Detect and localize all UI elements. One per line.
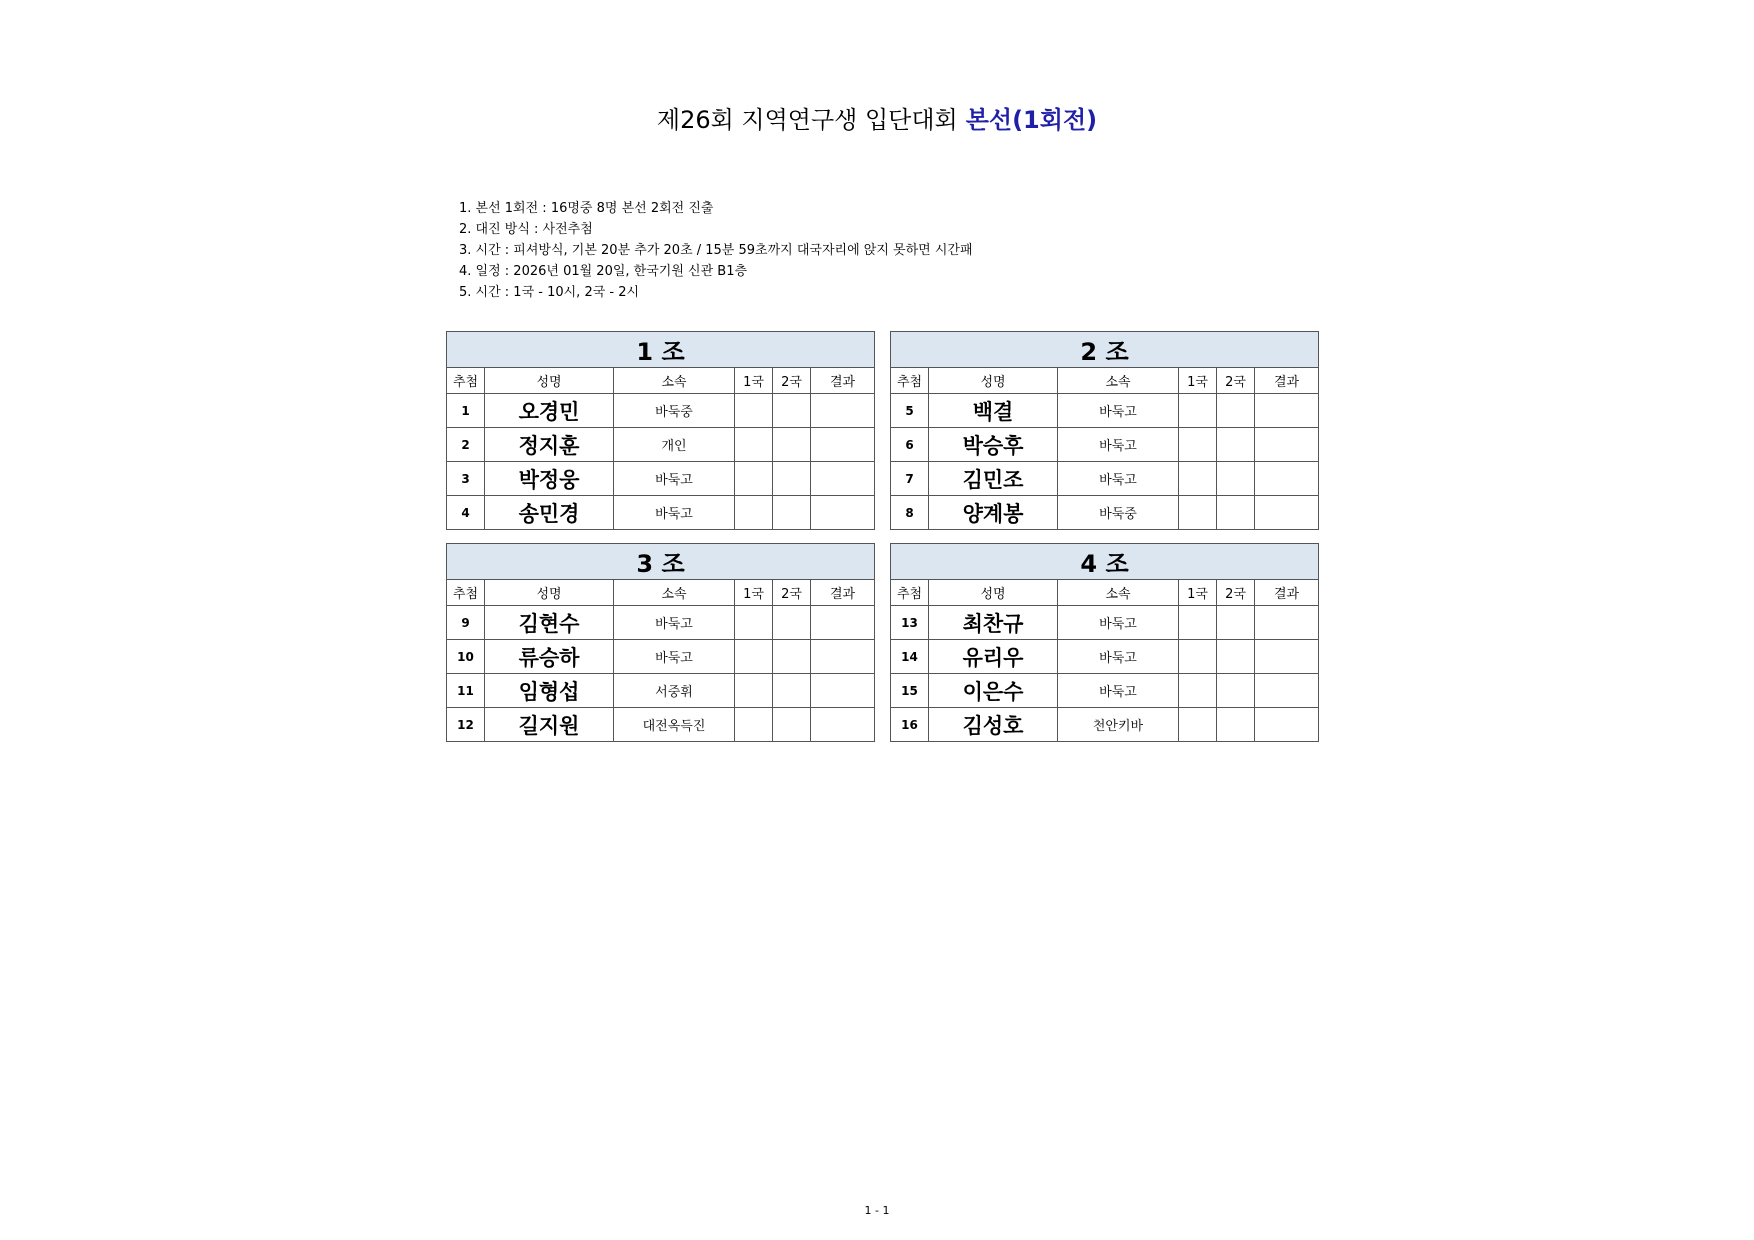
game1-result-cell (735, 394, 773, 428)
title-main: 제26회 지역연구생 입단대회 (656, 106, 958, 134)
final-result-cell (811, 428, 875, 462)
player-name: 백결 (929, 394, 1058, 428)
group-label: 4 조 (891, 544, 1319, 580)
affiliation-cell: 바둑고 (1058, 394, 1179, 428)
game2-result-cell (1217, 462, 1255, 496)
note-line: 2. 대진 방식 : 사전추첨 (459, 222, 593, 237)
group-label: 1 조 (447, 332, 875, 368)
game1-result-cell (735, 708, 773, 742)
group-header-row (447, 544, 875, 580)
player-row (447, 462, 875, 496)
affiliation-cell: 바둑고 (614, 496, 735, 530)
game2-result-cell (1217, 394, 1255, 428)
game1-result-cell (735, 496, 773, 530)
group-table-1 (446, 331, 875, 530)
group-table-3 (446, 543, 875, 742)
game1-result-cell (1179, 462, 1217, 496)
player-row (447, 606, 875, 640)
column-header-row (891, 580, 1319, 606)
final-result-cell (811, 708, 875, 742)
group-table-4 (890, 543, 1319, 742)
seed-cell: 6 (891, 428, 929, 462)
player-row (891, 394, 1319, 428)
affiliation-cell: 천안키바 (1058, 708, 1179, 742)
result-header: 결과 (1255, 368, 1319, 394)
player-name: 이은수 (929, 674, 1058, 708)
final-result-cell (1255, 674, 1319, 708)
seed-cell: 7 (891, 462, 929, 496)
seed-cell: 16 (891, 708, 929, 742)
game1-result-cell (735, 674, 773, 708)
game2-result-cell (1217, 708, 1255, 742)
game2-result-cell (1217, 606, 1255, 640)
final-result-cell (1255, 428, 1319, 462)
result-header: 결과 (811, 580, 875, 606)
seed-header: 추첨 (447, 580, 485, 606)
game2-result-cell (773, 674, 811, 708)
seed-header: 추첨 (891, 580, 929, 606)
note-line: 1. 본선 1회전 : 16명중 8명 본선 2회전 진출 (459, 201, 714, 216)
game1-result-cell (735, 462, 773, 496)
final-result-cell (811, 462, 875, 496)
game1-result-cell (1179, 640, 1217, 674)
affiliation-cell: 바둑고 (614, 606, 735, 640)
game1-result-cell (1179, 674, 1217, 708)
name-header: 성명 (929, 580, 1058, 606)
seed-cell: 14 (891, 640, 929, 674)
game1-result-cell (735, 640, 773, 674)
player-row (447, 496, 875, 530)
game2-result-cell (773, 394, 811, 428)
game1-result-cell (735, 606, 773, 640)
game2-result-cell (1217, 640, 1255, 674)
player-name: 정지훈 (485, 428, 614, 462)
player-row (447, 674, 875, 708)
name-header: 성명 (485, 368, 614, 394)
final-result-cell (1255, 462, 1319, 496)
game1-result-cell (1179, 708, 1217, 742)
affiliation-header: 소속 (614, 580, 735, 606)
game1-header: 1국 (1179, 368, 1217, 394)
final-result-cell (1255, 708, 1319, 742)
player-row (891, 674, 1319, 708)
game1-header: 1국 (735, 368, 773, 394)
game1-header: 1국 (1179, 580, 1217, 606)
seed-cell: 12 (447, 708, 485, 742)
affiliation-header: 소속 (1058, 580, 1179, 606)
group-label: 3 조 (447, 544, 875, 580)
seed-cell: 2 (447, 428, 485, 462)
note-line: 4. 일정 : 2026년 01월 20일, 한국기원 신관 B1층 (459, 264, 748, 279)
final-result-cell (1255, 394, 1319, 428)
player-row (447, 640, 875, 674)
player-name: 길지원 (485, 708, 614, 742)
seed-cell: 15 (891, 674, 929, 708)
player-name: 박승후 (929, 428, 1058, 462)
affiliation-cell: 대전옥득진 (614, 708, 735, 742)
affiliation-cell: 서중휘 (614, 674, 735, 708)
game2-header: 2국 (773, 368, 811, 394)
game2-result-cell (773, 462, 811, 496)
affiliation-cell: 바둑중 (614, 394, 735, 428)
game2-result-cell (773, 640, 811, 674)
group-header-row (891, 544, 1319, 580)
player-row (891, 462, 1319, 496)
note-line: 5. 시간 : 1국 - 10시, 2국 - 2시 (459, 285, 640, 300)
game1-result-cell (1179, 394, 1217, 428)
affiliation-cell: 바둑고 (1058, 428, 1179, 462)
name-header: 성명 (485, 580, 614, 606)
affiliation-cell: 바둑고 (1058, 640, 1179, 674)
player-row (447, 428, 875, 462)
player-name: 양계봉 (929, 496, 1058, 530)
affiliation-cell: 바둑고 (614, 462, 735, 496)
result-header: 결과 (811, 368, 875, 394)
game2-header: 2국 (1217, 368, 1255, 394)
seed-cell: 3 (447, 462, 485, 496)
rules-notes (459, 198, 973, 303)
player-name: 김민조 (929, 462, 1058, 496)
column-header-row (447, 368, 875, 394)
game2-result-cell (773, 708, 811, 742)
game1-result-cell (1179, 606, 1217, 640)
group-header-row (447, 332, 875, 368)
player-name: 최찬규 (929, 606, 1058, 640)
player-name: 임형섭 (485, 674, 614, 708)
affiliation-header: 소속 (1058, 368, 1179, 394)
seed-cell: 13 (891, 606, 929, 640)
game2-result-cell (1217, 428, 1255, 462)
seed-cell: 1 (447, 394, 485, 428)
seed-cell: 8 (891, 496, 929, 530)
seed-header: 추첨 (891, 368, 929, 394)
game1-result-cell (1179, 496, 1217, 530)
group-label: 2 조 (891, 332, 1319, 368)
affiliation-header: 소속 (614, 368, 735, 394)
player-row (891, 606, 1319, 640)
player-name: 김성호 (929, 708, 1058, 742)
final-result-cell (811, 394, 875, 428)
group-table-2 (890, 331, 1319, 530)
game2-header: 2국 (773, 580, 811, 606)
game2-result-cell (773, 606, 811, 640)
player-row (891, 708, 1319, 742)
game1-result-cell (1179, 428, 1217, 462)
seed-cell: 10 (447, 640, 485, 674)
game2-header: 2국 (1217, 580, 1255, 606)
final-result-cell (1255, 606, 1319, 640)
game2-result-cell (1217, 496, 1255, 530)
game2-result-cell (773, 428, 811, 462)
player-name: 유리우 (929, 640, 1058, 674)
final-result-cell (811, 496, 875, 530)
seed-cell: 11 (447, 674, 485, 708)
player-name: 박정웅 (485, 462, 614, 496)
player-row (447, 708, 875, 742)
note-line: 3. 시간 : 피셔방식, 기본 20분 추가 20초 / 15분 59초까지 대국자리에 앉지 못하면 시간패 (459, 243, 973, 258)
affiliation-cell: 바둑고 (614, 640, 735, 674)
game2-result-cell (1217, 674, 1255, 708)
player-name: 김현수 (485, 606, 614, 640)
final-result-cell (1255, 640, 1319, 674)
page-number: 1 - 1 (864, 1204, 890, 1217)
player-row (891, 640, 1319, 674)
player-row (891, 428, 1319, 462)
result-header: 결과 (1255, 580, 1319, 606)
final-result-cell (811, 640, 875, 674)
player-name: 오경민 (485, 394, 614, 428)
name-header: 성명 (929, 368, 1058, 394)
affiliation-cell: 바둑고 (1058, 462, 1179, 496)
final-result-cell (1255, 496, 1319, 530)
title-round: 본선(1회전) (965, 106, 1098, 134)
seed-cell: 4 (447, 496, 485, 530)
affiliation-cell: 바둑고 (1058, 674, 1179, 708)
affiliation-cell: 바둑중 (1058, 496, 1179, 530)
game1-result-cell (735, 428, 773, 462)
column-header-row (891, 368, 1319, 394)
seed-cell: 5 (891, 394, 929, 428)
player-name: 송민경 (485, 496, 614, 530)
player-name: 류승하 (485, 640, 614, 674)
column-header-row (447, 580, 875, 606)
game2-result-cell (773, 496, 811, 530)
seed-cell: 9 (447, 606, 485, 640)
group-header-row (891, 332, 1319, 368)
final-result-cell (811, 674, 875, 708)
game1-header: 1국 (735, 580, 773, 606)
final-result-cell (811, 606, 875, 640)
player-row (447, 394, 875, 428)
player-row (891, 496, 1319, 530)
page-title (0, 104, 1754, 136)
affiliation-cell: 개인 (614, 428, 735, 462)
seed-header: 추첨 (447, 368, 485, 394)
affiliation-cell: 바둑고 (1058, 606, 1179, 640)
